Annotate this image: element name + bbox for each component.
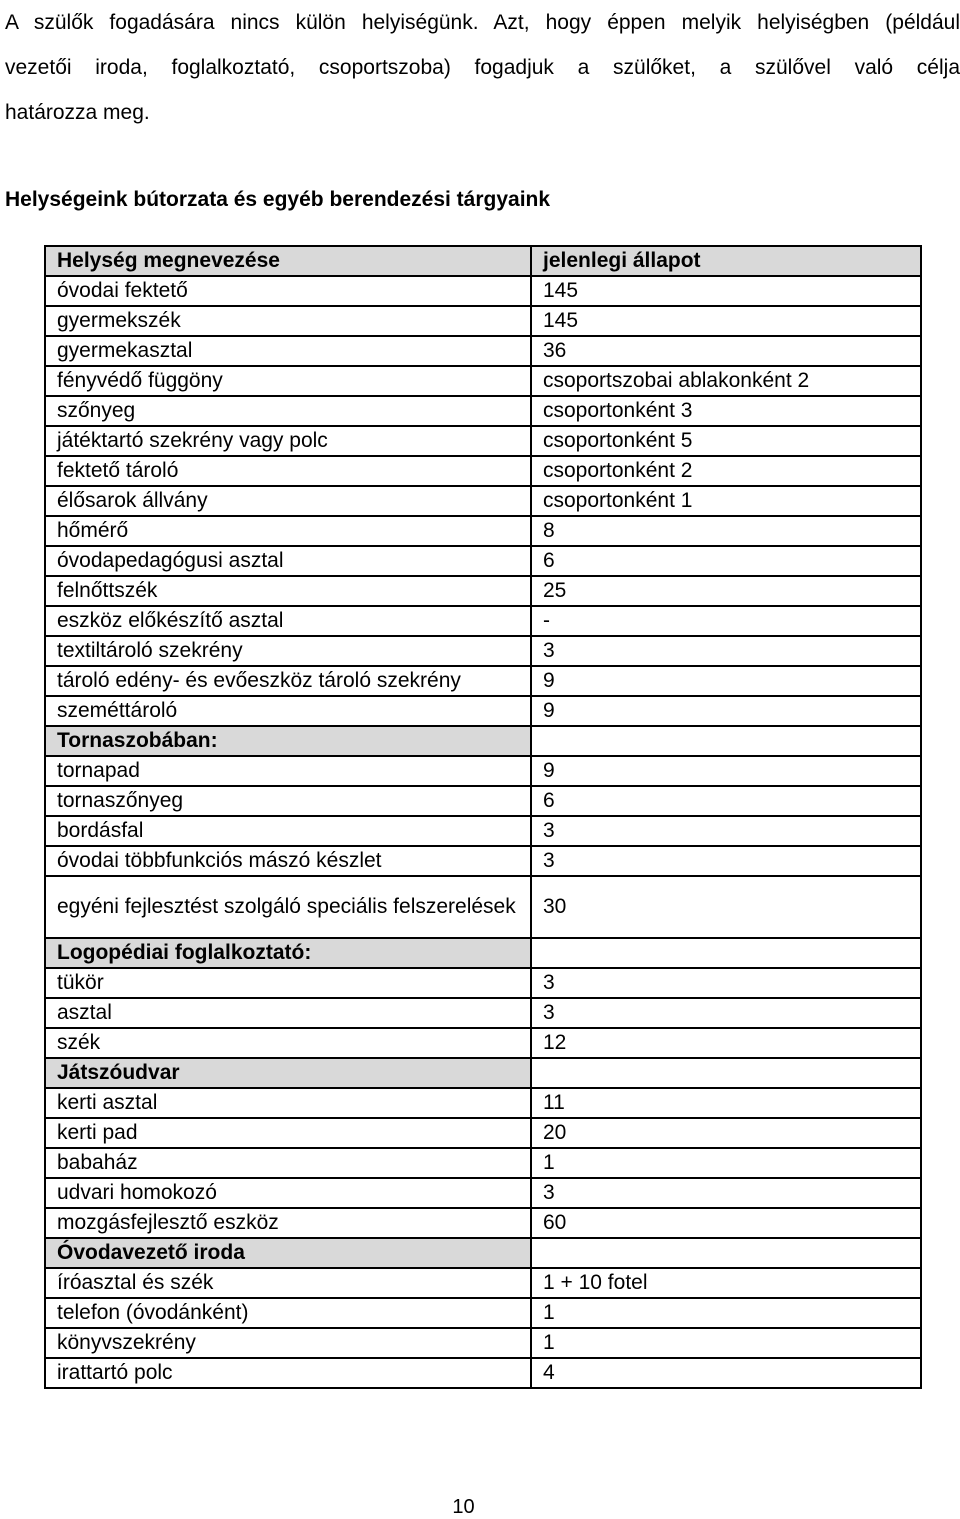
table-row: [45, 876, 921, 938]
item-name-cell: mozgásfejlesztő eszköz: [45, 1208, 531, 1238]
item-name-cell: íróasztal és szék: [45, 1268, 531, 1298]
item-name-cell: gyermekszék: [45, 306, 531, 336]
table-row: [45, 756, 921, 786]
table-row: [45, 1178, 921, 1208]
table-row: [45, 1298, 921, 1328]
item-name-cell: udvari homokozó: [45, 1178, 531, 1208]
intro-line-2: vezetői iroda, foglalkoztató, csoportszoba) fogadjuk a szülőket, a szülővel való célja: [5, 56, 960, 79]
section-heading: Helységeink bútorzata és egyéb berendezési tárgyaink: [5, 188, 551, 211]
item-status-cell: 4: [531, 1358, 921, 1388]
item-status-cell: 3: [531, 968, 921, 998]
item-name-cell: élősarok állvány: [45, 486, 531, 516]
table-row: [45, 1358, 921, 1388]
table-row: [45, 336, 921, 366]
item-status-cell: 12: [531, 1028, 921, 1058]
intro-line-1: A szülők fogadására nincs külön helyiségünk. Azt, hogy éppen melyik helyiségben (például: [5, 11, 960, 34]
table-row: [45, 1148, 921, 1178]
inventory-table-body: [45, 246, 921, 1388]
table-row: [45, 636, 921, 666]
table-row: [45, 1028, 921, 1058]
item-status-cell: 145: [531, 276, 921, 306]
item-status-cell: 1: [531, 1328, 921, 1358]
table-row: [45, 426, 921, 456]
table-row: [45, 366, 921, 396]
item-name-cell: óvodai többfunkciós mászó készlet: [45, 846, 531, 876]
section-label-cell: Logopédiai foglalkoztató:: [45, 938, 531, 968]
table-row: [45, 1208, 921, 1238]
item-name-cell: játéktartó szekrény vagy polc: [45, 426, 531, 456]
item-status-cell: [531, 938, 921, 968]
table-row: [45, 696, 921, 726]
item-status-cell: 3: [531, 1178, 921, 1208]
item-name-cell: babaház: [45, 1148, 531, 1178]
table-row: [45, 846, 921, 876]
item-name-cell: egyéni fejlesztést szolgáló speciális felszerelések: [45, 876, 531, 938]
item-status-cell: 9: [531, 666, 921, 696]
table-section-row: [45, 726, 921, 756]
item-status-cell: 1: [531, 1148, 921, 1178]
item-status-cell: 9: [531, 756, 921, 786]
intro-line-3: határozza meg.: [5, 101, 150, 124]
table-row: [45, 396, 921, 426]
item-name-cell: könyvszekrény: [45, 1328, 531, 1358]
item-status-cell: 36: [531, 336, 921, 366]
table-row: [45, 816, 921, 846]
table-row: [45, 306, 921, 336]
table-row: [45, 486, 921, 516]
item-name-cell: kerti pad: [45, 1118, 531, 1148]
item-status-cell: 9: [531, 696, 921, 726]
item-status-cell: csoportonként 5: [531, 426, 921, 456]
inventory-table: [44, 245, 922, 1389]
table-row: [45, 606, 921, 636]
item-status-cell: 1: [531, 1298, 921, 1328]
table-row: [45, 516, 921, 546]
item-status-cell: 11: [531, 1088, 921, 1118]
item-name-cell: fényvédő függöny: [45, 366, 531, 396]
table-row: [45, 998, 921, 1028]
intro-paragraph: [5, 0, 960, 135]
item-name-cell: tornapad: [45, 756, 531, 786]
item-status-cell: 30: [531, 876, 921, 938]
item-name-cell: tornaszőnyeg: [45, 786, 531, 816]
item-status-cell: [531, 726, 921, 756]
item-status-cell: 6: [531, 786, 921, 816]
table-section-row: [45, 938, 921, 968]
item-name-cell: telefon (óvodánként): [45, 1298, 531, 1328]
table-row: [45, 576, 921, 606]
page-number: 10: [452, 1496, 475, 1518]
item-status-cell: 60: [531, 1208, 921, 1238]
table-row: [45, 546, 921, 576]
item-status-cell: 25: [531, 576, 921, 606]
item-name-cell: fektető tároló: [45, 456, 531, 486]
item-name-cell: szeméttároló: [45, 696, 531, 726]
table-row: [45, 1328, 921, 1358]
header-cell-status: jelenlegi állapot: [531, 246, 921, 276]
table-row: [45, 786, 921, 816]
item-status-cell: 145: [531, 306, 921, 336]
item-status-cell: csoportonként 3: [531, 396, 921, 426]
item-name-cell: tároló edény- és evőeszköz tároló szekrény: [45, 666, 531, 696]
item-status-cell: -: [531, 606, 921, 636]
item-status-cell: 3: [531, 816, 921, 846]
item-name-cell: bordásfal: [45, 816, 531, 846]
item-status-cell: [531, 1058, 921, 1088]
item-status-cell: 6: [531, 546, 921, 576]
item-status-cell: 3: [531, 998, 921, 1028]
item-status-cell: 3: [531, 846, 921, 876]
item-name-cell: szék: [45, 1028, 531, 1058]
item-name-cell: gyermekasztal: [45, 336, 531, 366]
table-row: [45, 1268, 921, 1298]
table-row: [45, 666, 921, 696]
item-name-cell: hőmérő: [45, 516, 531, 546]
item-status-cell: csoportonként 1: [531, 486, 921, 516]
table-section-row: [45, 1058, 921, 1088]
item-name-cell: textiltároló szekrény: [45, 636, 531, 666]
item-name-cell: kerti asztal: [45, 1088, 531, 1118]
section-label-cell: Játszóudvar: [45, 1058, 531, 1088]
item-name-cell: óvodai fektető: [45, 276, 531, 306]
table-row: [45, 1088, 921, 1118]
section-label-cell: Óvodavezető iroda: [45, 1238, 531, 1268]
section-label-cell: Tornaszobában:: [45, 726, 531, 756]
item-name-cell: eszköz előkészítő asztal: [45, 606, 531, 636]
table-section-row: [45, 1238, 921, 1268]
table-row: [45, 276, 921, 306]
item-status-cell: [531, 1238, 921, 1268]
item-name-cell: asztal: [45, 998, 531, 1028]
header-cell-name: Helység megnevezése: [45, 246, 531, 276]
item-name-cell: szőnyeg: [45, 396, 531, 426]
item-status-cell: 1 + 10 fotel: [531, 1268, 921, 1298]
table-row: [45, 456, 921, 486]
item-status-cell: 20: [531, 1118, 921, 1148]
item-status-cell: csoportonként 2: [531, 456, 921, 486]
item-name-cell: irattartó polc: [45, 1358, 531, 1388]
item-status-cell: 3: [531, 636, 921, 666]
item-name-cell: felnőttszék: [45, 576, 531, 606]
item-status-cell: csoportszobai ablakonként 2: [531, 366, 921, 396]
table-row: [45, 968, 921, 998]
item-status-cell: 8: [531, 516, 921, 546]
table-row: [45, 1118, 921, 1148]
item-name-cell: tükör: [45, 968, 531, 998]
table-header-row: [45, 246, 921, 276]
item-name-cell: óvodapedagógusi asztal: [45, 546, 531, 576]
